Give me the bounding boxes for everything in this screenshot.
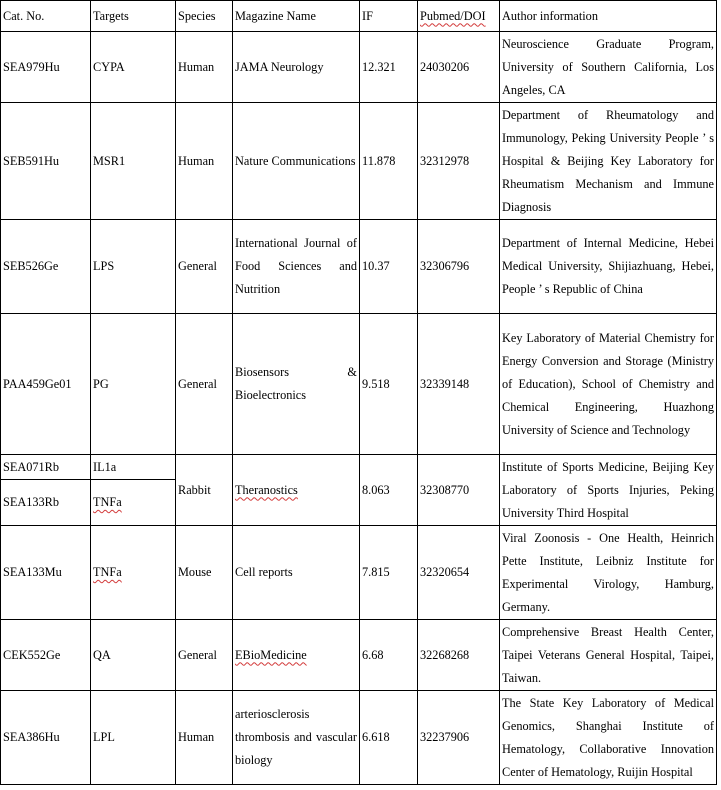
cell-pubmed: 32312978 — [418, 103, 500, 220]
cell-species: Human — [176, 691, 233, 785]
cell-author: Comprehensive Breast Health Center, Taipei Veterans General Hospital, Taipei, Taiwan. — [500, 620, 717, 691]
cell-if: 6.618 — [360, 691, 418, 785]
cell-author: Department of Rheumatology and Immunology, Peking University People ’ s Hospital & Beijing Key Laboratory for Rheumatism Mechanism and Immune Diagnosis — [500, 103, 717, 220]
cell-target: TNFa — [91, 526, 176, 620]
table-row — [1, 220, 717, 314]
cell-cat-no: SEA071Rb — [1, 455, 91, 480]
cell-species: Mouse — [176, 526, 233, 620]
cell-cat-no: SEA386Hu — [1, 691, 91, 785]
cell-magazine: EBioMedicine — [233, 620, 360, 691]
cell-author: The State Key Laboratory of Medical Genomics, Shanghai Institute of Hematology, Collaborative Innovation Center of Hematology, Ruijin Hospital — [500, 691, 717, 785]
header-pubmed-doi: Pubmed/DOI — [418, 1, 500, 32]
cell-species: Human — [176, 32, 233, 103]
table-row — [1, 455, 717, 480]
table-row — [1, 314, 717, 455]
cell-if: 8.063 — [360, 455, 418, 526]
table-row — [1, 691, 717, 785]
cell-if: 12.321 — [360, 32, 418, 103]
cell-magazine: International Journal of Food Sciences and Nutrition — [233, 220, 360, 314]
cell-pubmed: 32339148 — [418, 314, 500, 455]
cell-author: Key Laboratory of Material Chemistry for Energy Conversion and Storage (Ministry of Education), School of Chemistry and Chemical Engineering, Huazhong University of Science and Technology — [500, 314, 717, 455]
cell-cat-no: CEK552Ge — [1, 620, 91, 691]
header-cat-no: Cat. No. — [1, 1, 91, 32]
cell-author: Neuroscience Graduate Program, University of Southern California, Los Angeles, CA — [500, 32, 717, 103]
cell-magazine: Cell reports — [233, 526, 360, 620]
table-row — [1, 32, 717, 103]
cell-if: 6.68 — [360, 620, 418, 691]
cell-pubmed: 32268268 — [418, 620, 500, 691]
cell-author: Viral Zoonosis - One Health, Heinrich Pette Institute, Leibniz Institute for Experimental Virology, Hamburg, Germany. — [500, 526, 717, 620]
cell-cat-no: SEA979Hu — [1, 32, 91, 103]
cell-magazine: arteriosclerosis thrombosis and vascular biology — [233, 691, 360, 785]
cell-target: CYPA — [91, 32, 176, 103]
cell-target: TNFa — [91, 480, 176, 526]
cell-magazine: Nature Communications — [233, 103, 360, 220]
cell-if: 9.518 — [360, 314, 418, 455]
cell-target: MSR1 — [91, 103, 176, 220]
header-if: IF — [360, 1, 418, 32]
cell-pubmed: 32306796 — [418, 220, 500, 314]
cell-cat-no: SEA133Mu — [1, 526, 91, 620]
header-author-information: Author information — [500, 1, 717, 32]
cell-magazine: Biosensors & Bioelectronics — [233, 314, 360, 455]
cell-target: PG — [91, 314, 176, 455]
cell-cat-no: SEA133Rb — [1, 480, 91, 526]
table-row — [1, 103, 717, 220]
cell-species: Rabbit — [176, 455, 233, 526]
cell-magazine: JAMA Neurology — [233, 32, 360, 103]
cell-pubmed: 32308770 — [418, 455, 500, 526]
cell-pubmed: 24030206 — [418, 32, 500, 103]
cell-pubmed: 32320654 — [418, 526, 500, 620]
cell-author: Institute of Sports Medicine, Beijing Key Laboratory of Sports Injuries, Peking University Third Hospital — [500, 455, 717, 526]
cell-target: QA — [91, 620, 176, 691]
header-targets: Targets — [91, 1, 176, 32]
cell-cat-no: PAA459Ge01 — [1, 314, 91, 455]
cell-species: General — [176, 314, 233, 455]
cell-species: General — [176, 620, 233, 691]
cell-if: 10.37 — [360, 220, 418, 314]
cell-target: LPS — [91, 220, 176, 314]
cell-target: LPL — [91, 691, 176, 785]
table-row — [1, 526, 717, 620]
cell-cat-no: SEB591Hu — [1, 103, 91, 220]
cell-species: General — [176, 220, 233, 314]
header-species: Species — [176, 1, 233, 32]
table-header-row — [1, 1, 717, 32]
cell-pubmed: 32237906 — [418, 691, 500, 785]
cell-author: Department of Internal Medicine, Hebei Medical University, Shijiazhuang, Hebei, People ’ s Republic of China — [500, 220, 717, 314]
header-magazine-name: Magazine Name — [233, 1, 360, 32]
table-row — [1, 620, 717, 691]
cell-species: Human — [176, 103, 233, 220]
cell-cat-no: SEB526Ge — [1, 220, 91, 314]
cell-magazine: Theranostics — [233, 455, 360, 526]
cell-if: 7.815 — [360, 526, 418, 620]
cell-if: 11.878 — [360, 103, 418, 220]
cell-target: IL1a — [91, 455, 176, 480]
